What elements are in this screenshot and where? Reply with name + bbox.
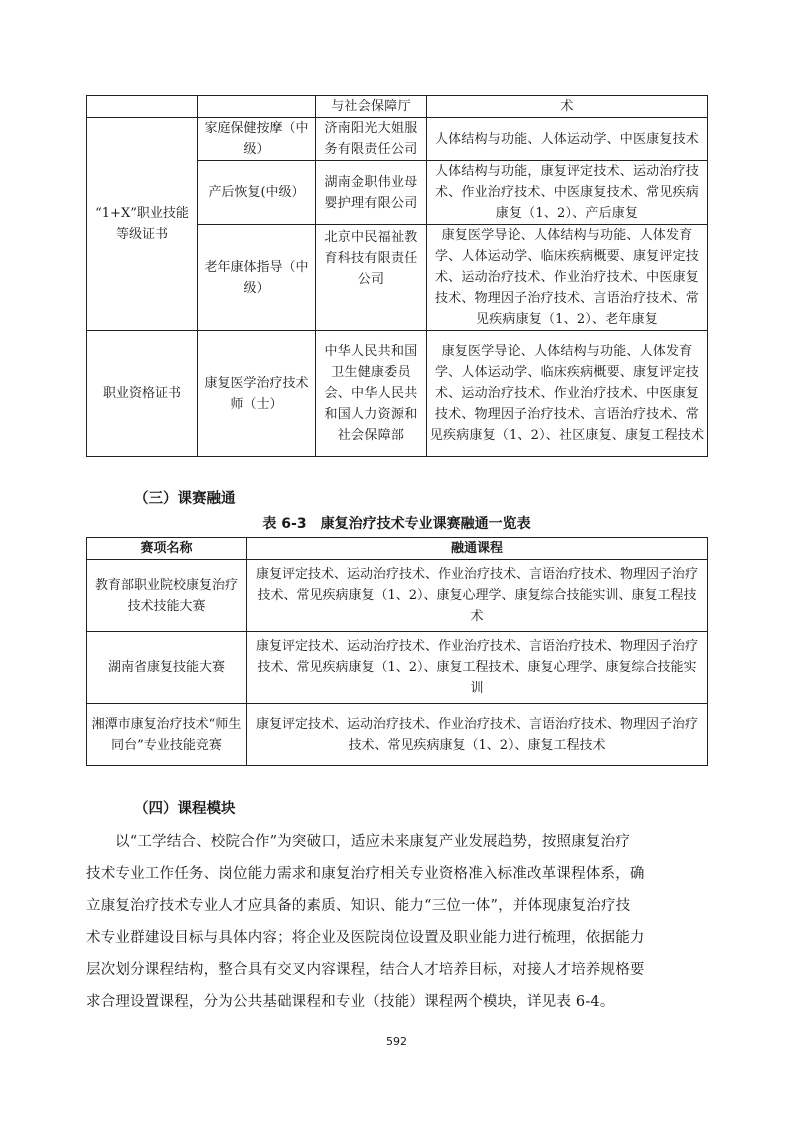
table-row [87,704,708,766]
issuing-org-cell: 北京中民福祉教育科技有限责任公司 [316,225,427,331]
certificate-category-cell: 职业资格证书 [87,331,198,457]
certificate-name-cell: 家庭保健按摩（中级） [198,118,316,161]
table-row [87,331,708,457]
paragraph-line: 层次划分课程结构，整合具有交叉内容课程，结合人才培养目标，对接人才培养规格要 [86,962,645,978]
table-header-row [87,538,708,560]
column-header: 融通课程 [247,538,708,560]
courses-cell: 康复评定技术、运动治疗技术、作业治疗技术、言语治疗技术、物理因子治疗技术、常见疾病康复（1、2）、康复心理学、康复综合技能实训、康复工程技术 [247,560,708,632]
courses-cell: 康复医学导论、人体结构与功能、人体发育学、人体运动学、临床疾病概要、康复评定技术、运动治疗技术、作业治疗技术、中医康复技术、物理因子治疗技术、言语治疗技术、常见疾病康复（1、2）、社区康复、康复工程技术 [427,331,708,457]
table-cell [198,96,316,118]
table-row [87,632,708,704]
courses-cell: 康复评定技术、运动治疗技术、作业治疗技术、言语治疗技术、物理因子治疗技术、常见疾病康复（1、2）、康复工程技术、康复心理学、康复综合技能实训 [247,632,708,704]
issuing-org-cell: 湖南金职伟业母婴护理有限公司 [316,161,427,225]
table-row [87,96,708,118]
courses-cell: 人体结构与功能、人体运动学、中医康复技术 [427,118,708,161]
competition-name-cell: 湘潭市康复治疗技术“师生同台”专业技能竞赛 [87,704,247,766]
section-heading: （四）课程模块 [134,801,236,817]
page-number: 592 [386,1035,407,1048]
table-cell: 与社会保障厅 [316,96,427,118]
certificate-name-cell: 康复医学治疗技术师（士） [198,331,316,457]
certificate-name-cell: 老年康体指导（中级） [198,225,316,331]
certificate-name-cell: 产后恢复(中级） [198,161,316,225]
paragraph-line: 技术专业工作任务、岗位能力需求和康复治疗相关专业资格准入标准改革课程体系，确 [86,866,645,882]
paragraph-line: 以“工学结合、校院合作”为突破口，适应未来康复产业发展趋势，按照康复治疗 [115,834,631,850]
paragraph-line: 立康复治疗技术专业人才应具备的素质、知识、能力“三位一体”，并体现康复治疗技 [86,898,631,914]
certificate-category-cell: “1+X”职业技能等级证书 [87,118,198,331]
table-cell: 术 [427,96,708,118]
column-header: 赛项名称 [87,538,247,560]
section-heading: （三）课赛融通 [134,491,236,507]
courses-cell: 人体结构与功能，康复评定技术、运动治疗技术、作业治疗技术、中医康复技术、常见疾病康复（1、2）、产后康复 [427,161,708,225]
certificate-table [86,95,708,457]
table-cell [87,96,198,118]
table-caption: 表 6-3 康复治疗技术专业课赛融通一览表 [262,516,531,532]
competition-table [86,537,708,766]
issuing-org-cell: 中华人民共和国卫生健康委员会、中华人民共和国人力资源和社会保障部 [316,331,427,457]
body-paragraph [86,826,708,1018]
competition-name-cell: 教育部职业院校康复治疗技术技能大赛 [87,560,247,632]
courses-cell: 康复医学导论、人体结构与功能、人体发育学、人体运动学、临床疾病概要、康复评定技术、运动治疗技术、作业治疗技术、中医康复技术、物理因子治疗技术、言语治疗技术、常见疾病康复（1、2）、老年康复 [427,225,708,331]
paragraph-line: 术专业群建设目标与具体内容；将企业及医院岗位设置及职业能力进行梳理，依据能力 [86,930,645,946]
table-row [87,560,708,632]
table-row [87,118,708,161]
paragraph-line: 求合理设置课程，分为公共基础课程和专业（技能）课程两个模块，详见表 6-4。 [86,994,615,1010]
issuing-org-cell: 济南阳光大姐服务有限责任公司 [316,118,427,161]
competition-name-cell: 湖南省康复技能大赛 [87,632,247,704]
courses-cell: 康复评定技术、运动治疗技术、作业治疗技术、言语治疗技术、物理因子治疗技术、常见疾病康复（1、2）、康复工程技术 [247,704,708,766]
